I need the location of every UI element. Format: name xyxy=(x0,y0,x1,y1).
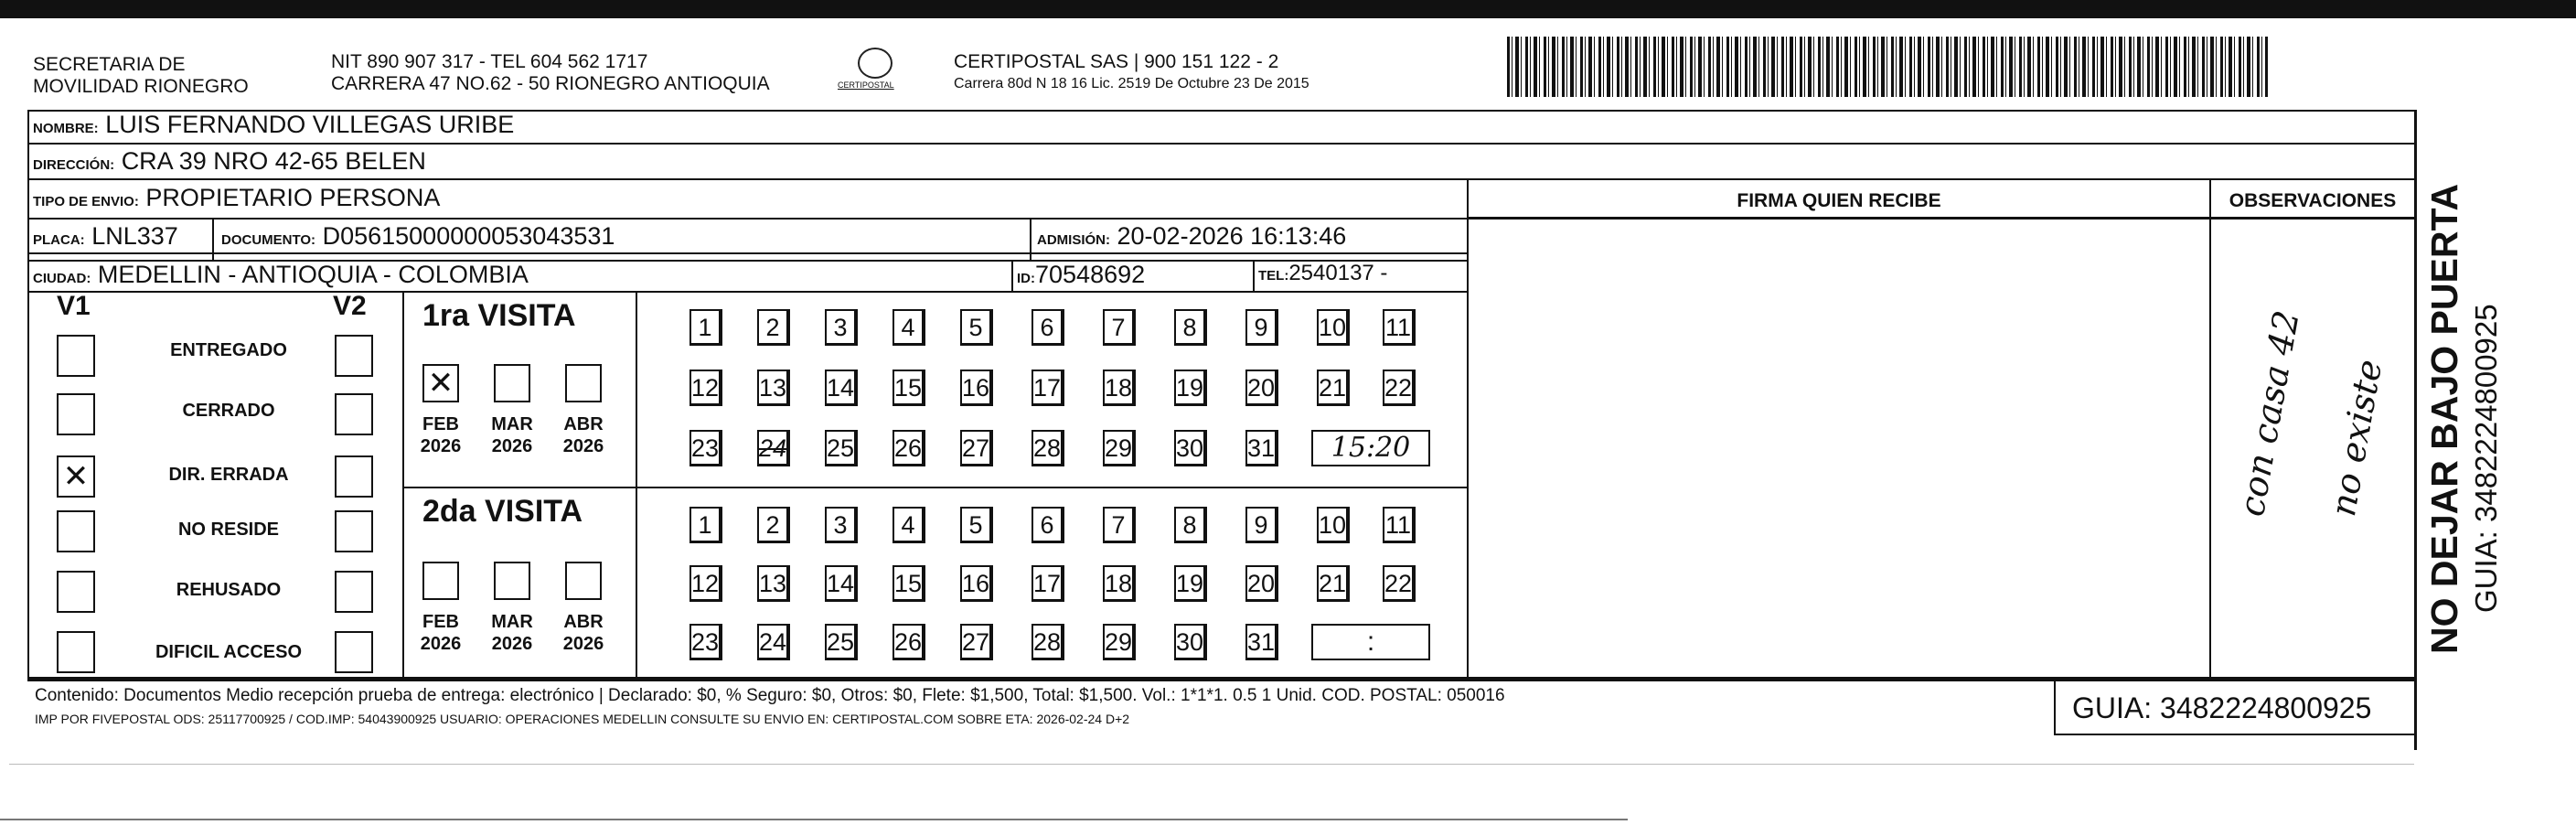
visit2-day-box: 27 xyxy=(960,624,993,660)
visit1-month-label xyxy=(556,413,611,457)
documento-field: DOCUMENTO: D05615000000053043531 xyxy=(221,222,615,250)
visit2-day-box: 20 xyxy=(1245,565,1278,602)
visit1-day-box: 21 xyxy=(1317,370,1350,406)
visit1-day-box: 1 xyxy=(689,309,722,346)
visit2-month-name: MAR xyxy=(491,612,533,632)
status-option-label: NO RESIDE xyxy=(177,520,280,540)
nit-line: NIT 890 907 317 - TEL 604 562 1717 xyxy=(331,51,648,72)
visit2-day-box: 12 xyxy=(689,565,722,602)
address-line: CARRERA 47 NO.62 - 50 RIONEGRO ANTIOQUIA xyxy=(331,73,770,94)
visit2-day-box: 9 xyxy=(1245,507,1278,543)
observaciones-handwriting-2: no existe xyxy=(2323,356,2390,520)
visit1-day-box: 19 xyxy=(1174,370,1207,406)
visit2-day-box: 2 xyxy=(757,507,790,543)
direccion-row: DIRECCIÓN: CRA 39 NRO 42-65 BELEN xyxy=(33,147,426,175)
visit1-day-box: 20 xyxy=(1245,370,1278,406)
visit2-day-box: 25 xyxy=(825,624,858,660)
visit1-day-box: 12 xyxy=(689,370,722,406)
admision-field: ADMISIÓN: 20-02-2026 16:13:46 xyxy=(1037,222,1347,250)
visit1-day-box: 6 xyxy=(1031,309,1064,346)
footer-guia: GUIA: 3482224800925 xyxy=(2072,691,2372,724)
visit2-day-box: 6 xyxy=(1031,507,1064,543)
visit1-day-box: 7 xyxy=(1103,309,1136,346)
visit2-day-box: 14 xyxy=(825,565,858,602)
visit2-month-label xyxy=(485,611,540,655)
visit1-day-box: 30 xyxy=(1174,430,1207,466)
v1-checkbox xyxy=(57,335,95,377)
courier-line-2: Carrera 80d N 18 16 Lic. 2519 De Octubre 23 De 2015 xyxy=(954,76,1309,91)
visit2-day-box: 8 xyxy=(1174,507,1207,543)
visit2-day-box: 15 xyxy=(893,565,925,602)
nombre-row: NOMBRE: LUIS FERNANDO VILLEGAS URIBE xyxy=(33,111,515,138)
visit2-day-box: 13 xyxy=(757,565,790,602)
issuer-line-2: MOVILIDAD RIONEGRO xyxy=(33,76,249,97)
visit1-day-box: 27 xyxy=(960,430,993,466)
visit2-day-box: 26 xyxy=(893,624,925,660)
visit2-month-box xyxy=(422,562,459,600)
visit2-title: 2da VISITA xyxy=(422,494,583,529)
v1-checkbox xyxy=(57,631,95,673)
id-field: ID:70548692 xyxy=(1017,261,1146,288)
visit2-day-box: 21 xyxy=(1317,565,1350,602)
visit1-day-box: 10 xyxy=(1317,309,1350,346)
v1-label: V1 xyxy=(57,291,91,321)
tel-field: TEL:2540137 - xyxy=(1258,261,1388,285)
courier-line-1: CERTIPOSTAL SAS | 900 151 122 - 2 xyxy=(954,51,1279,72)
visit1-day-box: 25 xyxy=(825,430,858,466)
visit2-month-name: FEB xyxy=(422,612,459,632)
visit1-day-box: 9 xyxy=(1245,309,1278,346)
visit2-day-box: 23 xyxy=(689,624,722,660)
status-option-label: REHUSADO xyxy=(176,580,282,600)
visit2-day-box: 11 xyxy=(1383,507,1416,543)
visit2-day-box: 19 xyxy=(1174,565,1207,602)
visit2-day-box: 31 xyxy=(1245,624,1278,660)
visit2-month-box xyxy=(565,562,602,600)
visit2-month-box xyxy=(494,562,530,600)
status-option-label: ENTREGADO xyxy=(170,340,287,360)
visit1-month-year: 2026 xyxy=(420,436,462,456)
v1-checkbox: ✕ xyxy=(57,455,95,498)
visit2-month-year: 2026 xyxy=(491,634,533,654)
visit2-day-box: 29 xyxy=(1103,624,1136,660)
v2-label: V2 xyxy=(333,291,367,321)
visit2-day-box: 22 xyxy=(1383,565,1416,602)
visit1-day-box: 2 xyxy=(757,309,790,346)
visit2-month-year: 2026 xyxy=(420,634,462,654)
v1-checkbox xyxy=(57,571,95,613)
placa-field: PLACA: LNL337 xyxy=(33,222,178,250)
visit1-time-box: 15:20 xyxy=(1311,430,1430,466)
visit2-day-box: 1 xyxy=(689,507,722,543)
tipo-value: PROPIETARIO PERSONA xyxy=(145,184,441,211)
visit2-month-year: 2026 xyxy=(562,634,604,654)
visit2-day-box: 7 xyxy=(1103,507,1136,543)
certipostal-logo xyxy=(858,48,893,79)
visit1-day-box: 8 xyxy=(1174,309,1207,346)
side-guia: GUIA: 3482224800925 xyxy=(2469,304,2503,613)
visit1-day-box: 14 xyxy=(825,370,858,406)
visit1-day-box: 29 xyxy=(1103,430,1136,466)
footer-imp: IMP POR FIVEPOSTAL ODS: 25117700925 / COD.IMP: 54043900925 USUARIO: OPERACIONES MEDELLIN CONSULTE SU ENVIO EN: CERTIPOSTAL.COM SOBRE ETA: 2026-02-24 D+2 xyxy=(35,712,1130,726)
visit2-month-name: ABR xyxy=(563,612,604,632)
visit1-day-box: 22 xyxy=(1383,370,1416,406)
visit2-day-box: 30 xyxy=(1174,624,1207,660)
v2-checkbox xyxy=(335,335,373,377)
visit1-day-box-marked: 24 xyxy=(757,430,790,466)
visit2-day-box: 5 xyxy=(960,507,993,543)
observaciones-handwriting-1: con casa 42 xyxy=(2231,307,2307,520)
visit1-day-box: 11 xyxy=(1383,309,1416,346)
visit1-month-box: ✕ xyxy=(422,364,459,402)
visit1-day-box: 28 xyxy=(1031,430,1064,466)
v2-checkbox xyxy=(335,510,373,552)
visit1-title: 1ra VISITA xyxy=(422,298,576,333)
footer-contenido: Contenido: Documentos Medio recepción prueba de entrega: electrónico | Declarado: $0, % Seguro: $0, Otros: $0, Flete: $1,500, Total: $1,500. Vol.: 1*1*1. 0.5 1 Unid. COD. POSTAL: 050016 xyxy=(35,686,1505,705)
visit1-month-box xyxy=(565,364,602,402)
status-option-label: DIFICIL ACCESO xyxy=(155,642,302,662)
visit2-day-box: 28 xyxy=(1031,624,1064,660)
visit1-day-box: 23 xyxy=(689,430,722,466)
observaciones-header: OBSERVACIONES xyxy=(2229,190,2397,211)
visit2-day-box: 17 xyxy=(1031,565,1064,602)
barcode xyxy=(1507,37,2268,97)
visit1-month-year: 2026 xyxy=(491,436,533,456)
visit2-month-label xyxy=(556,611,611,655)
visit1-month-name: ABR xyxy=(563,414,604,434)
visit1-month-name: MAR xyxy=(491,414,533,434)
visit1-month-year: 2026 xyxy=(562,436,604,456)
status-option-label: CERRADO xyxy=(182,401,275,421)
visit1-day-box: 13 xyxy=(757,370,790,406)
visit2-day-box: 24 xyxy=(757,624,790,660)
tipo-row: TIPO DE ENVIO: PROPIETARIO PERSONA xyxy=(33,184,441,211)
visit2-month-label xyxy=(413,611,468,655)
side-warning: NO DEJAR BAJO PUERTA xyxy=(2423,183,2465,654)
visit1-day-box: 17 xyxy=(1031,370,1064,406)
firma-header: FIRMA QUIEN RECIBE xyxy=(1737,190,1941,211)
visit2-day-box: 3 xyxy=(825,507,858,543)
v1-checkbox xyxy=(57,510,95,552)
visit1-day-box: 4 xyxy=(893,309,925,346)
logo-text: CERTIPOSTAL xyxy=(838,80,894,90)
visit1-month-label xyxy=(485,413,540,457)
direccion-value: CRA 39 NRO 42-65 BELEN xyxy=(121,147,426,175)
v2-checkbox xyxy=(335,455,373,498)
nombre-value: LUIS FERNANDO VILLEGAS URIBE xyxy=(105,111,515,138)
v2-checkbox xyxy=(335,393,373,435)
v1-checkbox xyxy=(57,393,95,435)
visit1-month-box xyxy=(494,364,530,402)
visit1-day-box: 31 xyxy=(1245,430,1278,466)
visit1-day-box: 3 xyxy=(825,309,858,346)
visit2-day-box: 18 xyxy=(1103,565,1136,602)
ciudad-field: CIUDAD: MEDELLIN - ANTIOQUIA - COLOMBIA xyxy=(33,261,529,288)
v2-checkbox xyxy=(335,631,373,673)
issuer-line-1: SECRETARIA DE xyxy=(33,54,186,75)
visit1-day-box: 18 xyxy=(1103,370,1136,406)
visit1-day-box: 26 xyxy=(893,430,925,466)
status-option-label: DIR. ERRADA xyxy=(168,465,289,485)
visit1-month-label xyxy=(413,413,468,457)
visit1-day-box: 15 xyxy=(893,370,925,406)
visit2-day-box: 16 xyxy=(960,565,993,602)
visit2-day-box: 10 xyxy=(1317,507,1350,543)
visit1-month-name: FEB xyxy=(422,414,459,434)
visit2-day-box: 4 xyxy=(893,507,925,543)
visit2-time-box: : xyxy=(1311,624,1430,660)
visit1-day-box: 5 xyxy=(960,309,993,346)
visit1-day-box: 16 xyxy=(960,370,993,406)
top-edge-bar xyxy=(0,0,2576,18)
v2-checkbox xyxy=(335,571,373,613)
